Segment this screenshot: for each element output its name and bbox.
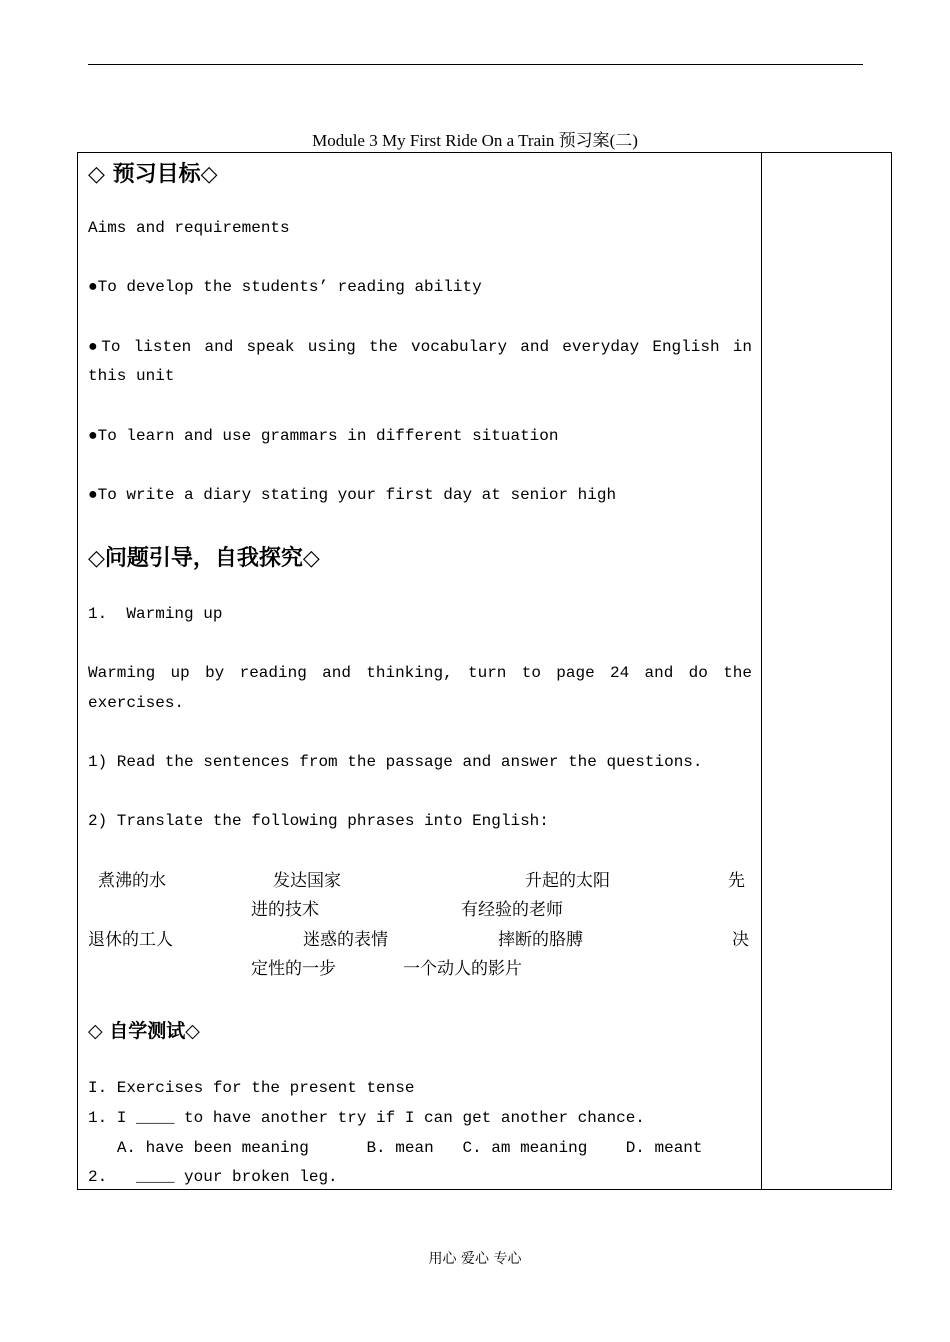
warming-up-item: 1. Warming up bbox=[88, 605, 223, 623]
content-table bbox=[77, 152, 892, 1190]
phrase-item: 迷惑的表情 bbox=[303, 930, 388, 950]
aim-item: ●To listen and speak using the vocabulary and everyday English in bbox=[88, 338, 752, 356]
phrase-item: 退休的工人 bbox=[88, 930, 173, 950]
section-heading-self-test: ◇ 自学测试◇ bbox=[88, 1020, 200, 1042]
phrase-item: 有经验的老师 bbox=[461, 900, 563, 920]
question-two: 2. ____ your broken leg. bbox=[88, 1168, 338, 1186]
phrase-item: 发达国家 bbox=[273, 871, 341, 891]
page-footer: 用心 爱心 专心 bbox=[428, 1251, 522, 1267]
aim-item: ●To write a diary stating your first day at senior high bbox=[88, 486, 617, 504]
phrase-item: 决 bbox=[732, 930, 749, 950]
phrase-item: 摔断的胳膊 bbox=[498, 930, 583, 950]
question-one: 1. I ____ to have another try if I can get another chance. bbox=[88, 1109, 645, 1127]
aim-item: ●To develop the students’ reading ability bbox=[88, 278, 482, 296]
aim-item: ●To learn and use grammars in different situation bbox=[88, 427, 559, 445]
step-one: 1) Read the sentences from the passage and answer the questions. bbox=[88, 753, 703, 771]
phrase-item: 先 bbox=[728, 871, 745, 891]
page-title: Module 3 My First Ride On a Train 预习案(二) bbox=[312, 131, 638, 150]
phrase-item: 定性的一步 bbox=[251, 959, 336, 979]
warming-up-instruction-continued: exercises. bbox=[88, 694, 185, 712]
phrase-item: 一个动人的影片 bbox=[403, 959, 522, 979]
section-heading-objectives: ◇ 预习目标◇ bbox=[88, 162, 218, 187]
header-rule bbox=[88, 64, 863, 65]
phrase-item: 升起的太阳 bbox=[525, 871, 610, 891]
section-heading-inquiry: ◇问题引导，自我探究◇ bbox=[88, 546, 320, 571]
column-divider bbox=[761, 153, 762, 1189]
phrase-item: 进的技术 bbox=[251, 900, 319, 920]
step-two: 2) Translate the following phrases into English: bbox=[88, 812, 549, 830]
aims-label: Aims and requirements bbox=[88, 219, 290, 237]
warming-up-instruction: Warming up by reading and thinking, turn to page 24 and do the bbox=[88, 664, 752, 682]
aim-item-continued: this unit bbox=[88, 367, 175, 385]
question-one-options: A. have been meaning B. mean C. am meaning D. meant bbox=[88, 1139, 703, 1157]
phrase-item: 煮沸的水 bbox=[98, 871, 166, 891]
exercise-title: I. Exercises for the present tense bbox=[88, 1079, 415, 1097]
